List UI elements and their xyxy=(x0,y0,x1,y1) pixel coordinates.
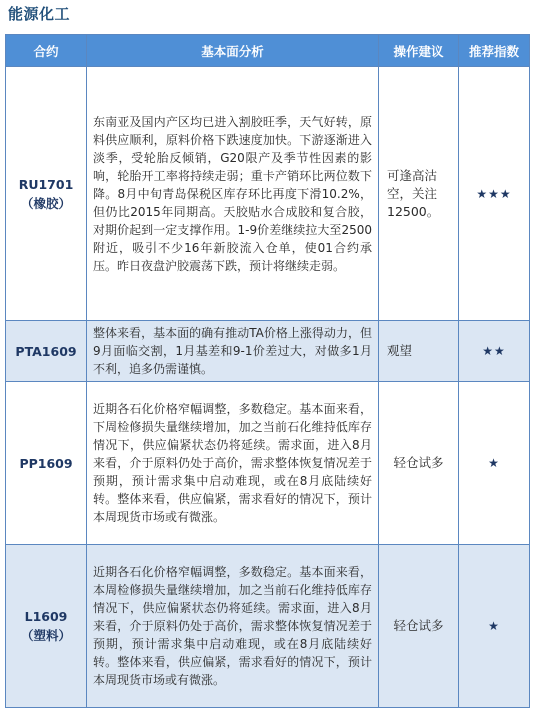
analysis-cell: 东南亚及国内产区均已进入割胶旺季，天气好转，原料供应顺利，原料价格下跌速度加快。下游逐渐进入淡季，受轮胎反倾销，G20限产及季节性因素的影响，轮胎开工率将持续走弱；重卡产销环比两位数下降。8月中旬青岛保税区库存环比再度下滑10.2%，但仍比2015年同期高。天胶贴水合成胶和复合胶，对期价起到一定支撑作用。1-9价差继续拉大至2500附近，吸引不少16年新胶流入仓单，使01合约承压。昨日夜盘沪胶震荡下跌，预计将继续走弱。 xyxy=(87,67,379,321)
header-analysis: 基本面分析 xyxy=(87,35,379,67)
contract-name: （塑料） xyxy=(20,628,71,643)
header-rating: 推荐指数 xyxy=(459,35,530,67)
contract-code: RU1701 xyxy=(18,176,74,192)
contract-code: L1609 xyxy=(24,609,68,624)
analysis-cell: 近期各石化价格窄幅调整，多数稳定。基本面来看，下周检修损失量继续增加，加之当前石化维持低库存情况下，供应偏紧状态仍将延续。需求面，进入8月来看，介于原料仍处于高价，需求整体恢复情况差于预期，预计需求集中启动难现，或在8月底陆续好转。整体来看，供应偏紧，需求看好的情况下，预计本周现货市场或有微涨。 xyxy=(87,382,379,545)
advice-cell: 观望 xyxy=(379,321,459,382)
rating-stars: ★★★ xyxy=(459,67,530,321)
rating-stars: ★ xyxy=(459,382,530,545)
advice-cell: 可逢高沽空，关注12500。 xyxy=(379,67,459,321)
table-row xyxy=(6,382,530,545)
header-contract: 合约 xyxy=(6,35,87,67)
contract-name: （橡胶） xyxy=(20,195,71,211)
recommendation-table xyxy=(5,34,530,708)
rating-stars: ★ xyxy=(459,545,530,708)
table-row xyxy=(6,545,530,708)
advice-cell: 轻仓试多 xyxy=(379,382,459,545)
contract-cell xyxy=(6,545,87,708)
contract-cell xyxy=(6,382,87,545)
contract-cell xyxy=(6,67,87,321)
contract-cell xyxy=(6,321,87,382)
table-row xyxy=(6,67,530,321)
table-header-row xyxy=(6,35,530,67)
section-title: 能源化工 xyxy=(8,5,71,23)
analysis-cell: 整体来看，基本面的确有推动TA价格上涨得动力，但9月面临交割，1月基差和9-1价差过大，对做多1月不利，追多仍需谨慎。 xyxy=(87,321,379,382)
analysis-cell: 近期各石化价格窄幅调整，多数稳定。基本面来看，本周检修损失量继续增加，加之当前石化维持低库存情况下，供应偏紧状态仍将延续。需求面，进入8月来看，介于原料仍处于高价，需求整体恢复情况差于预期，预计需求集中启动难现，或在8月底陆续好转。整体来看，供应偏紧，需求看好的情况下，预计本周现货市场或有微涨。 xyxy=(87,545,379,708)
table-row xyxy=(6,321,530,382)
rating-stars: ★★ xyxy=(459,321,530,382)
contract-code: PP1609 xyxy=(19,455,73,471)
advice-cell: 轻仓试多 xyxy=(379,545,459,708)
contract-code: PTA1609 xyxy=(15,343,77,359)
header-advice: 操作建议 xyxy=(379,35,459,67)
